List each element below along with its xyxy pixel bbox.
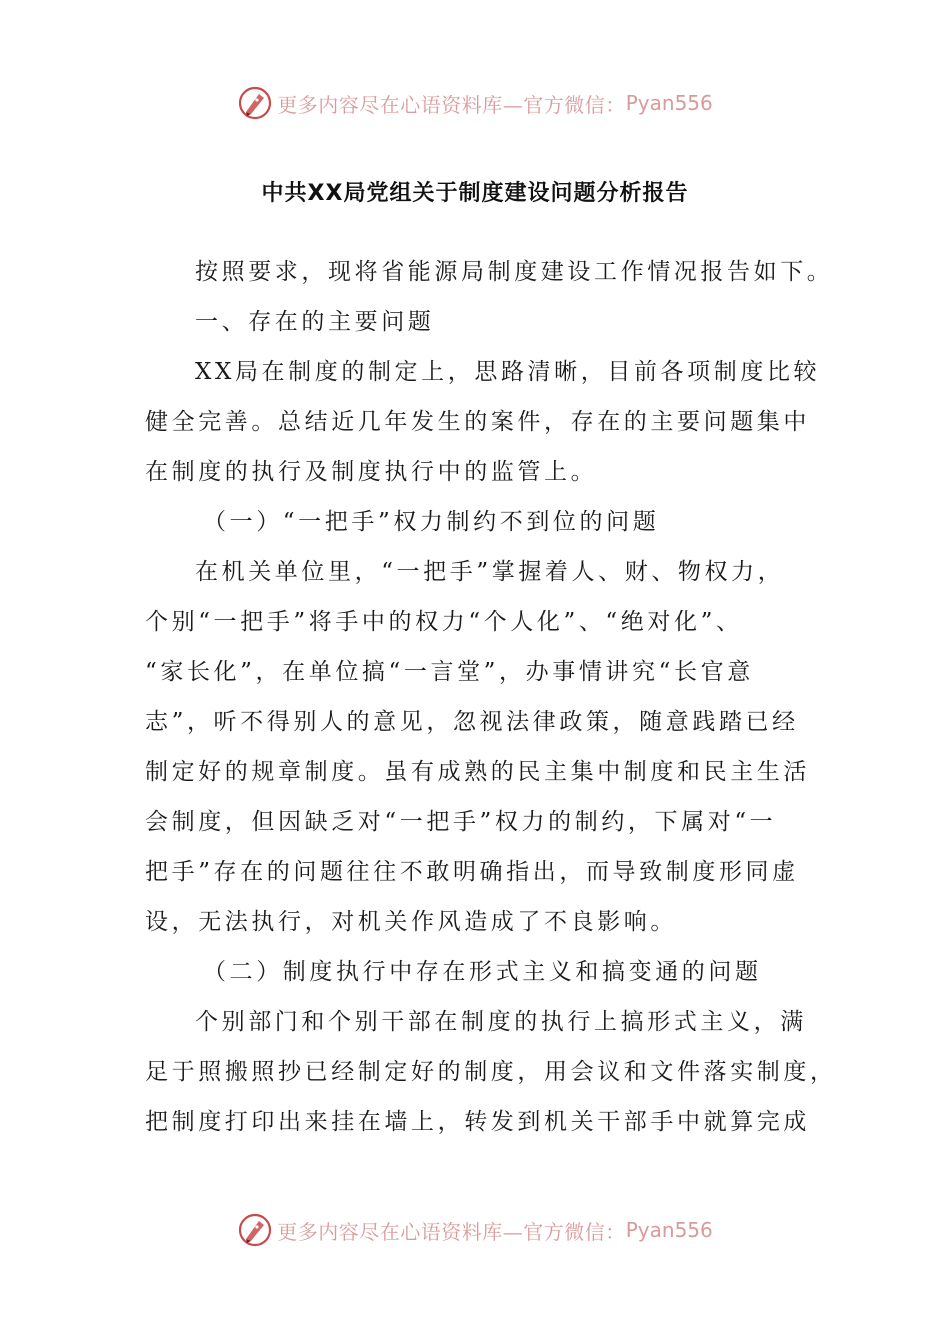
paragraph-line: 设，无法执行，对机关作风造成了不良影响。 bbox=[145, 909, 677, 935]
document-body bbox=[145, 247, 837, 1147]
watermark-wechat-id: Pyan556 bbox=[625, 1218, 713, 1242]
paragraph-line: 足于照搬照抄已经制定好的制度，用会议和文件落实制度， bbox=[145, 1059, 837, 1085]
pen-nib-logo-icon bbox=[237, 1212, 273, 1248]
paragraph-line: 按照要求，现将省能源局制度建设工作情况报告如下。 bbox=[195, 259, 834, 285]
paragraph-line: 个别“一把手”将手中的权力“个人化”、“绝对化”、 bbox=[145, 609, 743, 635]
paragraph-line: 个别部门和个别干部在制度的执行上搞形式主义，满 bbox=[195, 1009, 807, 1035]
watermark-banner-bottom bbox=[0, 1210, 950, 1250]
section-heading: 一、存在的主要问题 bbox=[195, 309, 435, 335]
paragraph-line: 在机关单位里，“一把手”掌握着人、财、物权力， bbox=[195, 559, 785, 585]
watermark-banner-top bbox=[0, 83, 950, 123]
paragraph-line: 把手”存在的问题往往不敢明确指出，而导致制度形同虚 bbox=[145, 859, 799, 885]
subsection-heading: （二）制度执行中存在形式主义和搞变通的问题 bbox=[203, 959, 762, 985]
document-title: 中共XX局党组关于制度建设问题分析报告 bbox=[261, 181, 689, 206]
watermark-text: 更多内容尽在心语资料库—官方微信： bbox=[277, 92, 626, 117]
subsection-heading: （一）“一把手”权力制约不到位的问题 bbox=[203, 509, 660, 535]
pen-nib-logo-icon bbox=[237, 85, 273, 121]
paragraph-line: 健全完善。总结近几年发生的案件，存在的主要问题集中 bbox=[145, 409, 810, 435]
paragraph-line: 会制度，但因缺乏对“一把手”权力的制约，下属对“一 bbox=[145, 809, 777, 835]
watermark-wechat-id: Pyan556 bbox=[625, 91, 713, 115]
paragraph-line: 把制度打印出来挂在墙上，转发到机关干部手中就算完成 bbox=[145, 1109, 810, 1135]
paragraph-line: 制定好的规章制度。虽有成熟的民主集中制度和民主生活 bbox=[145, 759, 810, 785]
paragraph-line: 在制度的执行及制度执行中的监管上。 bbox=[145, 459, 598, 485]
paragraph-line: XX局在制度的制定上，思路清晰，目前各项制度比较 bbox=[195, 359, 821, 385]
paragraph-line: “家长化”，在单位搞“一言堂”，办事情讲究“长官意 bbox=[145, 659, 754, 685]
paragraph-line: 志”，听不得别人的意见，忽视法律政策，随意践踏已经 bbox=[145, 709, 799, 735]
watermark-text: 更多内容尽在心语资料库—官方微信： bbox=[277, 1219, 626, 1244]
